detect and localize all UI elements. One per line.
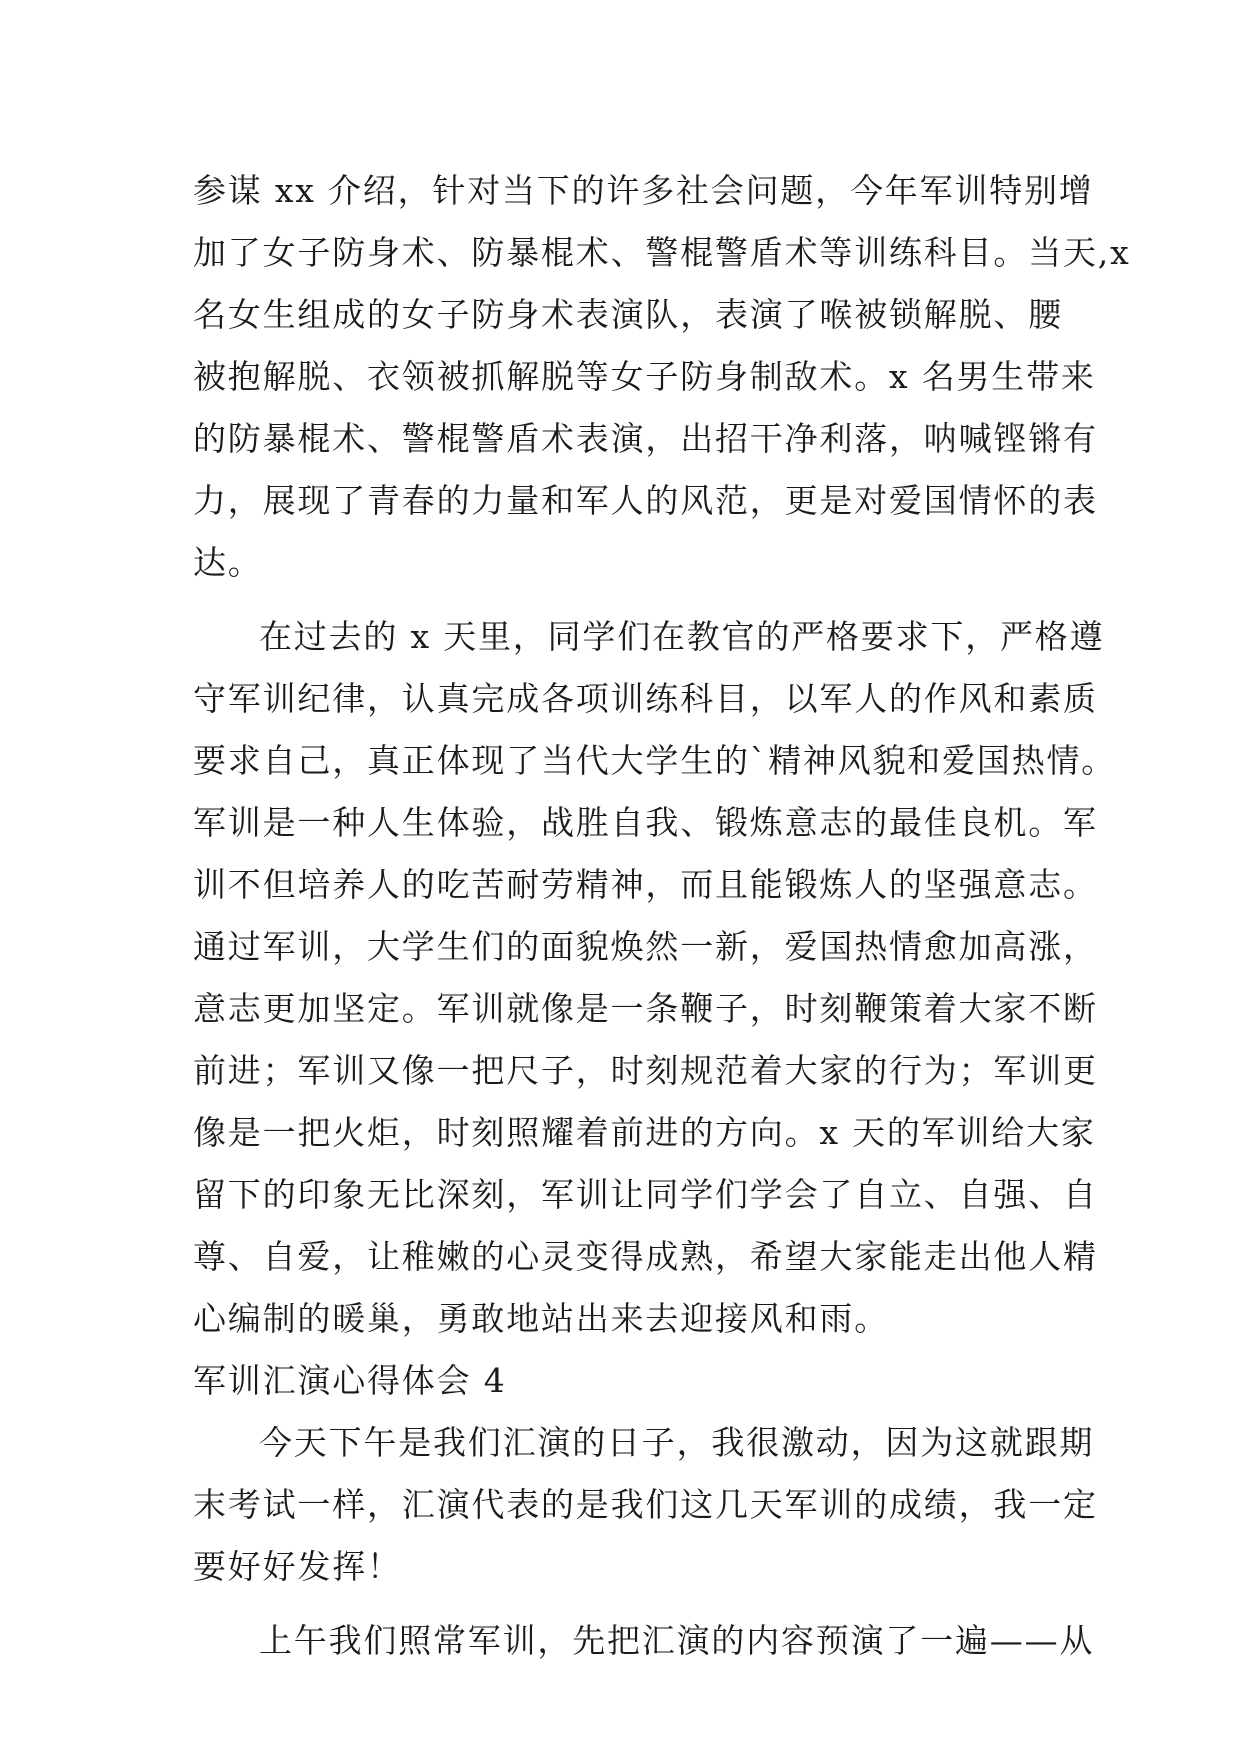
paragraph-start-line: 在过去的 x 天里，同学们在教官的严格要求下，严格遵 bbox=[259, 617, 1105, 656]
body-line: 前进；军训又像一把尺子，时刻规范着大家的行为；军训更 bbox=[193, 1051, 1098, 1090]
paragraph-start-line: 上午我们照常军训，先把汇演的内容预演了一遍——从 bbox=[259, 1621, 1095, 1660]
body-line: 通过军训，大学生们的面貌焕然一新，爱国热情愈加高涨， bbox=[193, 927, 1098, 966]
document-body bbox=[193, 160, 1131, 1672]
section-heading: 军训汇演心得体会 4 bbox=[193, 1361, 507, 1400]
body-line: 加了女子防身术、防暴棍术、警棍警盾术等训练科目。当天,x bbox=[193, 233, 1131, 272]
body-line: 要好好发挥！ bbox=[193, 1547, 402, 1586]
body-line: 的防暴棍术、警棍警盾术表演，出招干净利落，呐喊铿锵有 bbox=[193, 419, 1098, 458]
body-line: 守军训纪律，认真完成各项训练科目，以军人的作风和素质 bbox=[193, 679, 1098, 718]
body-line: 留下的印象无比深刻，军训让同学们学会了自立、自强、自 bbox=[193, 1175, 1098, 1214]
body-line: 训不但培养人的吃苦耐劳精神，而且能锻炼人的坚强意志。 bbox=[193, 865, 1098, 904]
body-line: 尊、自爱，让稚嫩的心灵变得成熟，希望大家能走出他人精 bbox=[193, 1237, 1098, 1276]
body-line: 意志更加坚定。军训就像是一条鞭子，时刻鞭策着大家不断 bbox=[193, 989, 1098, 1028]
body-line: 力，展现了青春的力量和军人的风范，更是对爱国情怀的表 bbox=[193, 481, 1098, 520]
body-line: 被抱解脱、衣领被抓解脱等女子防身制敌术。x 名男生带来 bbox=[193, 357, 1096, 396]
body-line: 末考试一样，汇演代表的是我们这几天军训的成绩，我一定 bbox=[193, 1485, 1098, 1524]
body-line: 军训是一种人生体验，战胜自我、锻炼意志的最佳良机。军 bbox=[193, 803, 1098, 842]
body-line: 心编制的暖巢，勇敢地站出来去迎接风和雨。 bbox=[193, 1299, 889, 1338]
body-line: 参谋 xx 介绍，针对当下的许多社会问题，今年军训特别增 bbox=[193, 171, 1094, 210]
body-line: 要求自己，真正体现了当代大学生的`精神风貌和爱国热情。 bbox=[193, 741, 1117, 780]
body-line: 达。 bbox=[193, 543, 263, 582]
body-line: 像是一把火炬，时刻照耀着前进的方向。x 天的军训给大家 bbox=[193, 1113, 1096, 1152]
paragraph-start-line: 今天下午是我们汇演的日子，我很激动，因为这就跟期 bbox=[259, 1423, 1095, 1462]
body-line: 名女生组成的女子防身术表演队，表演了喉被锁解脱、腰 bbox=[193, 295, 1063, 334]
